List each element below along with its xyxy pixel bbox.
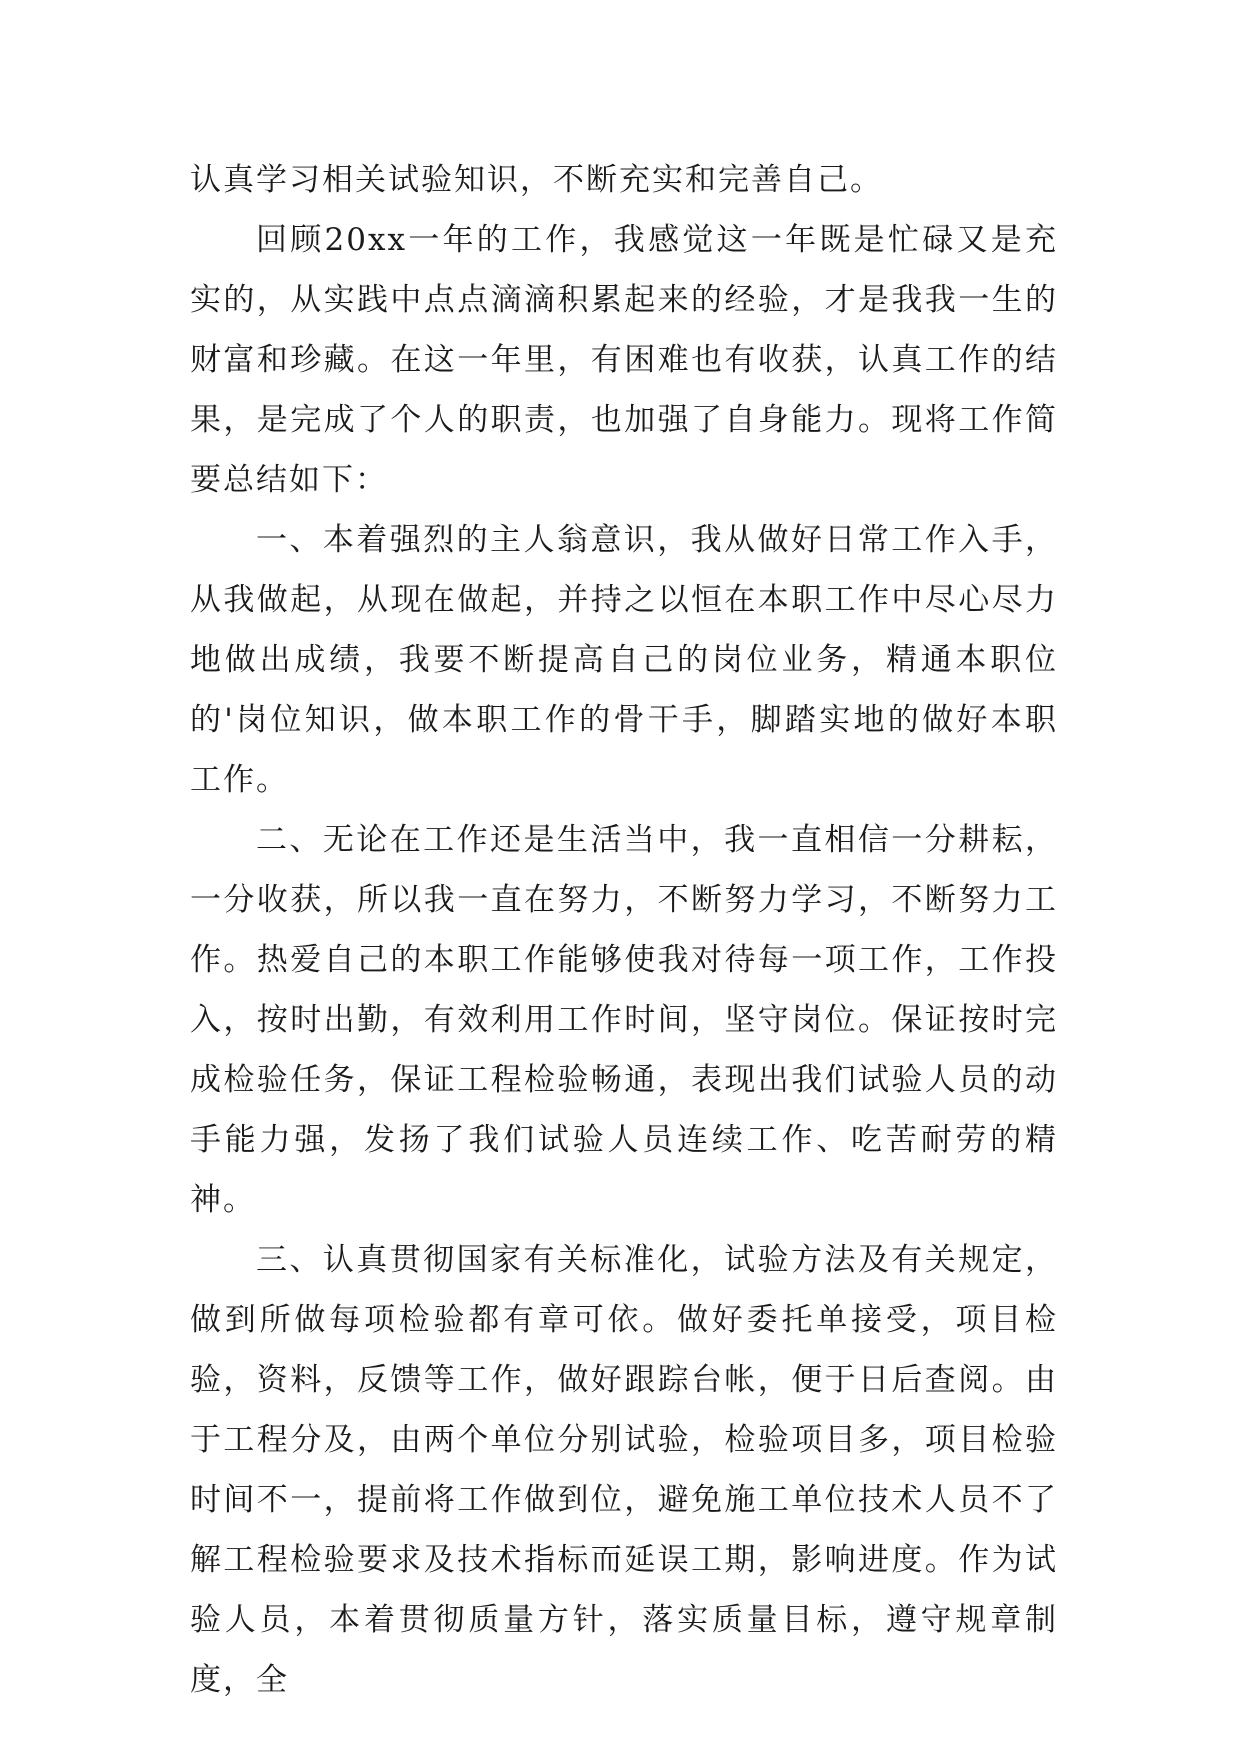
paragraph-point-three: 三、认真贯彻国家有关标准化，试验方法及有关规定，做到所做每项检验都有章可依。做好委托单接受，项目检验，资料，反馈等工作，做好跟踪台帐，便于日后查阅。由于工程分及，由两个单位分别试验，检验项目多，项目检验时间不一，提前将工作做到位，避免施工单位技术人员不了解工程检验要求及技术指标而延误工期，影响进度。作为试验人员，本着贯彻质量方针，落实质量目标，遵守规章制度，全 [190, 1242, 1058, 1698]
paragraph-continuation: 认真学习相关试验知识，不断充实和完善自己。 [190, 162, 883, 198]
paragraph-point-two: 二、无论在工作还是生活当中，我一直相信一分耕耘，一分收获，所以我一直在努力，不断努力学习，不断努力工作。热爱自己的本职工作能够使我对待每一项工作，工作投入，按时出勤，有效利用工作时间，坚守岗位。保证按时完成检验任务，保证工程检验畅通，表现出我们试验人员的动手能力强，发扬了我们试验人员连续工作、吃苦耐劳的精神。 [190, 822, 1058, 1218]
document-body [190, 150, 1058, 1710]
paragraph-review: 回顾20xx一年的工作，我感觉这一年既是忙碌又是充实的，从实践中点点滴滴积累起来的经验，才是我我一生的财富和珍藏。在这一年里，有困难也有收获，认真工作的结果，是完成了个人的职责，也加强了自身能力。现将工作简要总结如下： [190, 222, 1058, 498]
paragraph-point-one: 一、本着强烈的主人翁意识，我从做好日常工作入手，从我做起，从现在做起，并持之以恒在本职工作中尽心尽力地做出成绩，我要不断提高自己的岗位业务，精通本职位的'岗位知识，做本职工作的骨干手，脚踏实地的做好本职工作。 [190, 522, 1058, 798]
